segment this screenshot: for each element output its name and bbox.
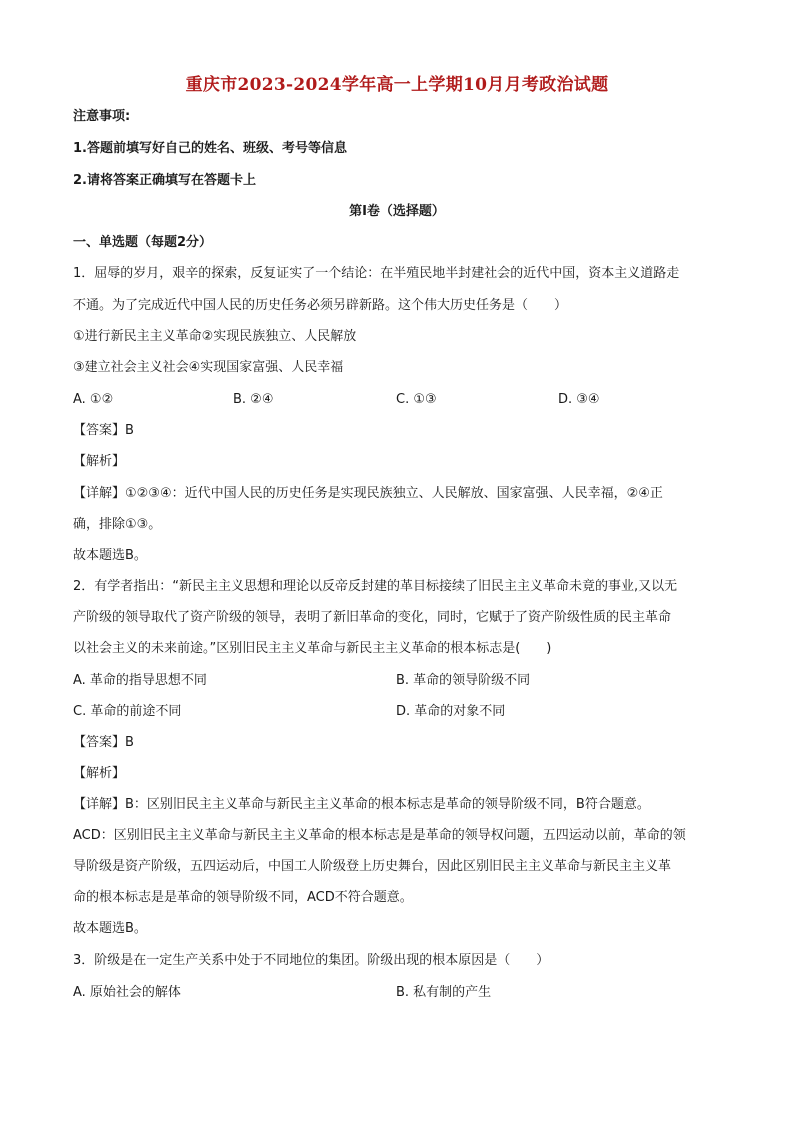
q1-stem-line2: 不通。为了完成近代中国人民的历史任务必须另辟新路。这个伟大历史任务是（ ）	[73, 298, 568, 313]
q1-option-a: A. ①②	[73, 392, 114, 407]
q2-stem-line3: 以社会主义的未来前途。”区别旧民主主义革命与新民主主义革命的根本标志是( )	[73, 641, 552, 656]
q1-option-b: B. ②④	[233, 392, 274, 407]
q1-conclusion: 故本题选B。	[73, 548, 147, 563]
q2-option-a: A. 革命的指导思想不同	[73, 673, 207, 688]
notice-item-1: 1.答题前填写好自己的姓名、班级、考号等信息	[73, 141, 347, 156]
q1-statement-line1: ①进行新民主主义革命②实现民族独立、人民解放	[73, 329, 357, 344]
q2-option-b: B. 革命的领导阶级不同	[396, 673, 531, 688]
section-title: 一、单选题（每题2分）	[73, 235, 213, 250]
q2-detail-line4: 命的根本标志是是革命的领导阶级不同，ACD不符合题意。	[73, 890, 413, 905]
q2-detail-line1: 【详解】B：区别旧民主主义革命与新民主主义革命的根本标志是革命的领导阶级不同，B符合题意。	[73, 797, 650, 812]
q2-stem-line1: 2．有学者指出：“新民主主义思想和理论以反帝反封建的革目标接续了旧民主主义革命未竟的事业,又以无	[73, 579, 678, 594]
notice-item-2: 2.请将答案正确填写在答题卡上	[73, 173, 256, 188]
q1-answer: 【答案】B	[73, 423, 134, 438]
volume-title: 第I卷（选择题）	[349, 204, 445, 219]
q1-statement-line2: ③建立社会主义社会④实现国家富强、人民幸福	[73, 360, 344, 375]
notice-heading: 注意事项:	[73, 109, 131, 124]
q1-option-d: D. ③④	[558, 392, 600, 407]
q3-option-a: A. 原始社会的解体	[73, 985, 181, 1000]
q2-option-d: D. 革命的对象不同	[396, 704, 506, 719]
q1-option-c: C. ①③	[396, 392, 437, 407]
q1-detail-line2: 确，排除①③。	[73, 517, 162, 532]
q2-detail-line3: 导阶级是资产阶级，五四运动后，中国工人阶级登上历史舞台，因此区别旧民主主义革命与新民主主义革	[73, 859, 672, 874]
q2-stem-line2: 产阶级的领导取代了资产阶级的领导，表明了新旧革命的变化，同时，它赋于了资产阶级性质的民主革命	[73, 610, 672, 625]
q1-analysis-label: 【解析】	[73, 454, 126, 469]
q3-stem-line1: 3．阶级是在一定生产关系中处于不同地位的集团。阶级出现的根本原因是（ ）	[73, 953, 550, 968]
q2-detail-line2: ACD：区别旧民主主义革命与新民主主义革命的根本标志是是革命的领导权问题，五四运动以前，革命的领	[73, 828, 686, 843]
q2-option-c: C. 革命的前途不同	[73, 704, 182, 719]
q2-analysis-label: 【解析】	[73, 766, 126, 781]
q1-stem-line1: 1．屈辱的岁月，艰辛的探索，反复证实了一个结论：在半殖民地半封建社会的近代中国，资本主义道路走	[73, 266, 680, 281]
page-title: 重庆市2023-2024学年高一上学期10月月考政治试题	[185, 75, 609, 95]
q3-option-b: B. 私有制的产生	[396, 985, 492, 1000]
q2-answer: 【答案】B	[73, 735, 134, 750]
q1-detail-line1: 【详解】①②③④：近代中国人民的历史任务是实现民族独立、人民解放、国家富强、人民幸福，②④正	[73, 486, 663, 501]
q2-conclusion: 故本题选B。	[73, 921, 147, 936]
